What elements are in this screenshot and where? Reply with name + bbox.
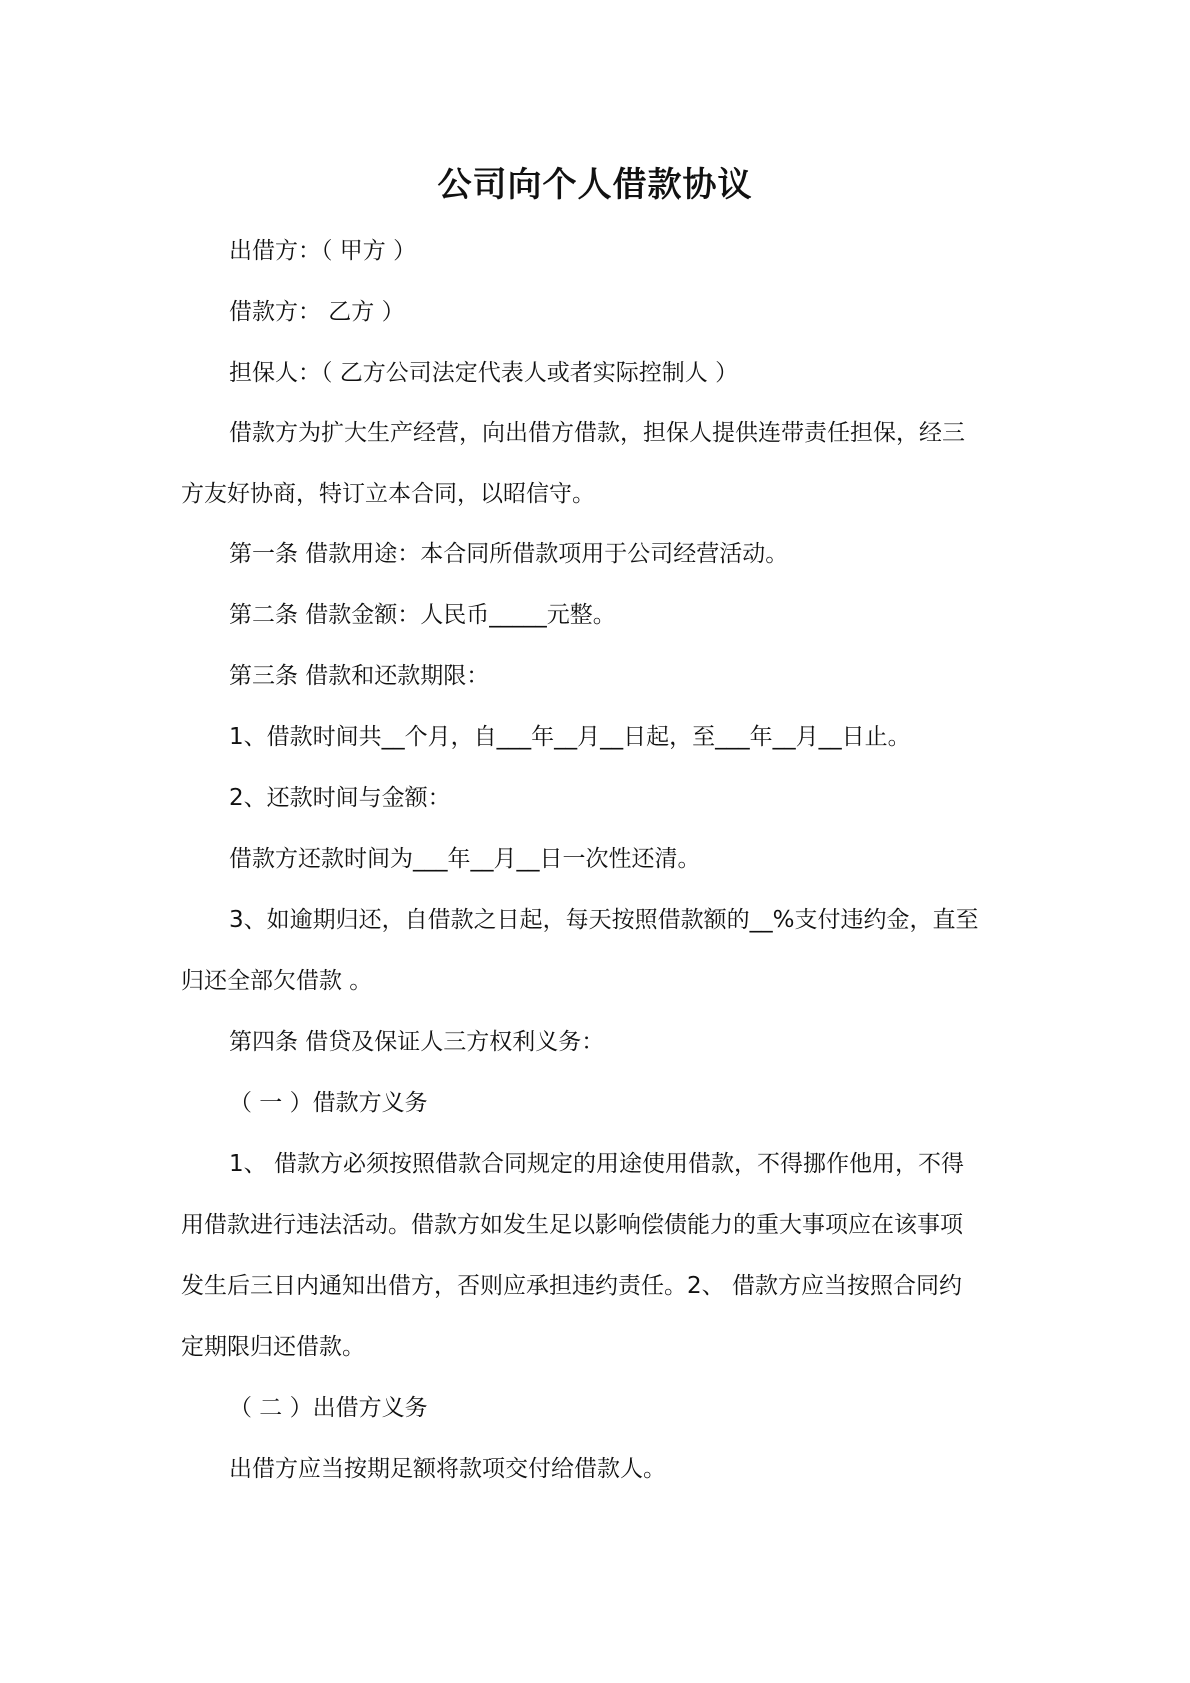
borrower-duties-heading: （ 一 ）借款方义务: [229, 1090, 428, 1116]
lender-line: 出借方：（ 甲方 ）: [229, 238, 417, 264]
lender-duties-heading: （ 二 ）出借方义务: [229, 1395, 428, 1421]
article-2: 第二条 借款金额：人民币_____元整。: [229, 602, 616, 628]
preamble-line-1: 借款方为扩大生产经营，向出借方借款，担保人提供连带责任担保，经三: [229, 420, 965, 446]
borrower-line: 借款方： 乙方 ）: [229, 299, 405, 325]
article-1: 第一条 借款用途：本合同所借款项用于公司经营活动。: [229, 541, 789, 567]
guarantor-line: 担保人：（ 乙方公司法定代表人或者实际控制人 ）: [229, 360, 739, 386]
article-3-heading: 第三条 借款和还款期限：: [229, 663, 490, 689]
repayment-time-line: 借款方还款时间为___年__月__日一次性还清。: [229, 846, 701, 872]
borrower-duty-line-2: 用借款进行违法活动。借款方如发生足以影响偿债能力的重大事项应在该事项: [181, 1212, 963, 1238]
article-4-heading: 第四条 借贷及保证人三方权利义务：: [229, 1029, 605, 1055]
borrower-duty-line-1: 1、 借款方必须按照借款合同规定的用途使用借款，不得挪作他用，不得: [229, 1151, 964, 1177]
article-3-item-2: 2、还款时间与金额：: [229, 785, 451, 811]
borrower-duty-line-3: 发生后三日内通知出借方，否则应承担违约责任。2、 借款方应当按照合同约: [181, 1273, 962, 1299]
article-3-item-1: 1、借款时间共__个月，自___年__月__日起，至___年__月__日止。: [229, 724, 911, 750]
article-3-item-3-line-1: 3、如逾期归还，自借款之日起，每天按照借款额的__%支付违约金，直至: [229, 907, 979, 933]
article-3-item-3-line-2: 归还全部欠借款 。: [181, 968, 373, 994]
lender-duty-line: 出借方应当按期足额将款项交付给借款人。: [229, 1456, 666, 1482]
preamble-line-2: 方友好协商，特订立本合同，以昭信守。: [181, 481, 595, 507]
document-title: 公司向个人借款协议: [437, 165, 753, 205]
borrower-duty-line-4: 定期限归还借款。: [181, 1334, 365, 1360]
